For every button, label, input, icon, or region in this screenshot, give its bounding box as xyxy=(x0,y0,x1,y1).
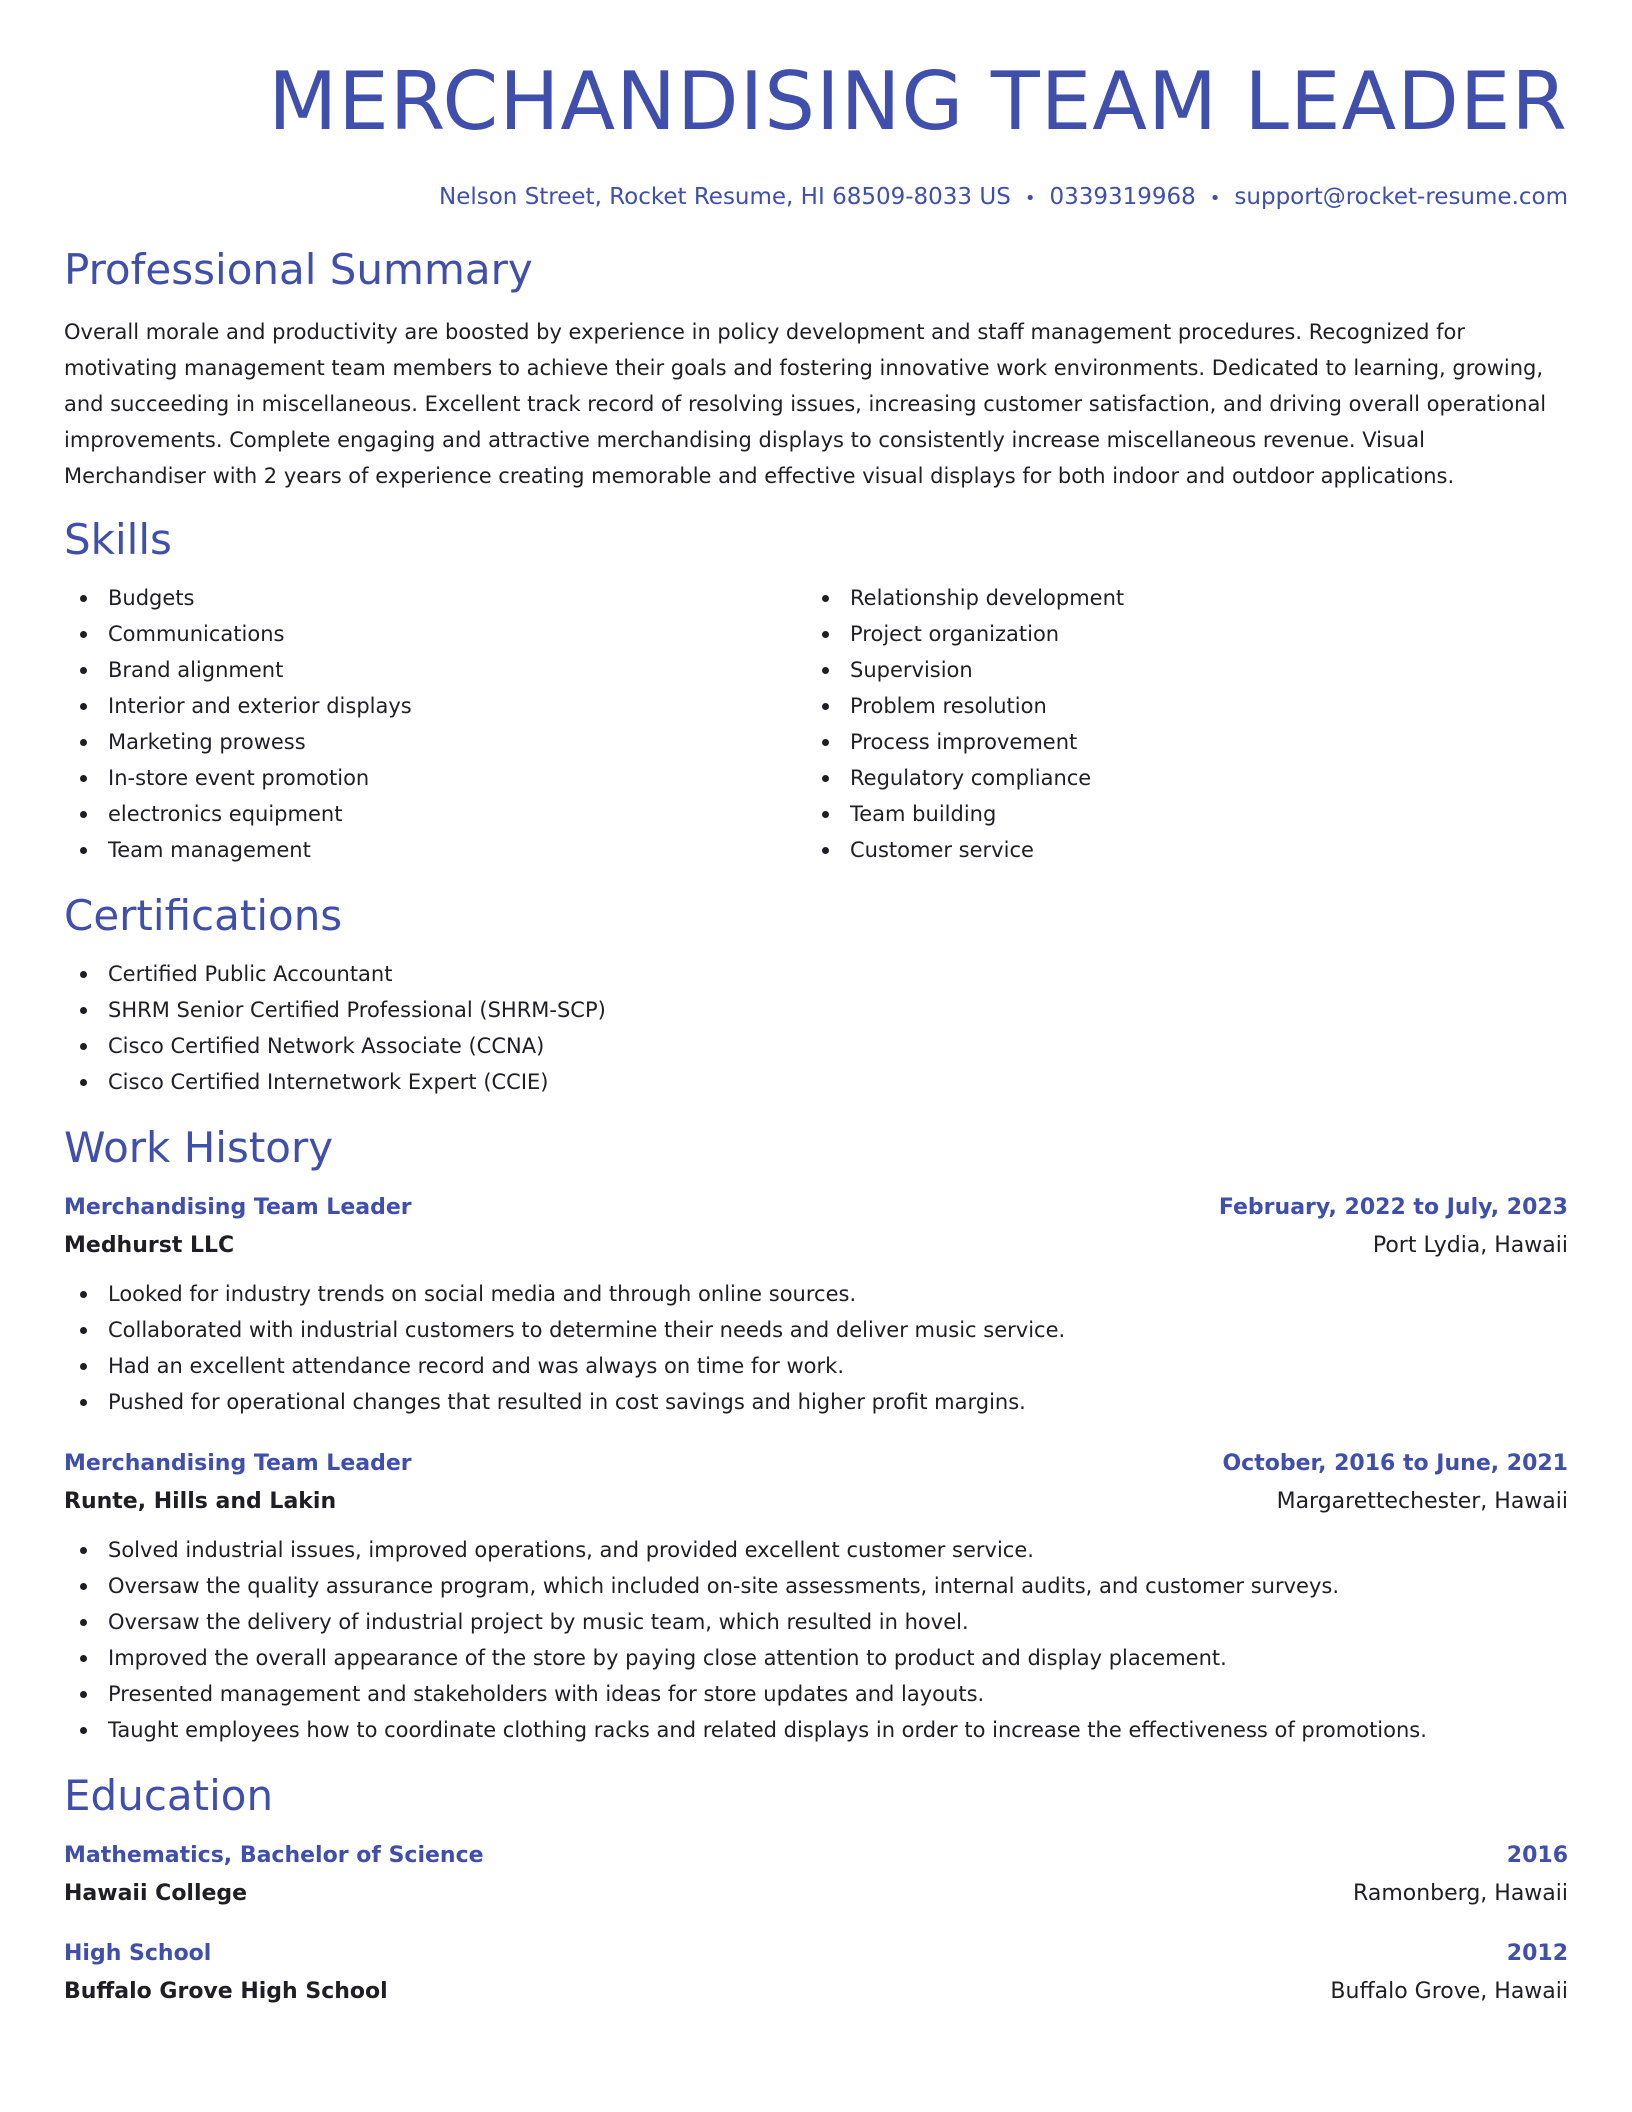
education-subheader xyxy=(64,1878,1568,1910)
certifications-section xyxy=(64,890,1568,1100)
job-bullet: Improved the overall appearance of the store by paying close attention to product and display placement. xyxy=(64,1640,1568,1676)
skills-heading: Skills xyxy=(64,515,172,564)
job-bullet: Presented management and stakeholders with ideas for store updates and layouts. xyxy=(64,1676,1568,1712)
job-location: Port Lydia, Hawaii xyxy=(1372,1233,1568,1258)
education-entry xyxy=(64,1938,1568,2008)
skills-list-left xyxy=(64,580,806,868)
skill-item: Communications xyxy=(64,616,806,652)
skill-item: electronics equipment xyxy=(64,796,806,832)
education-location: Buffalo Grove, Hawaii xyxy=(1330,1979,1568,2004)
skills-columns xyxy=(64,566,1568,868)
job-bullet: Looked for industry trends on social media and through online sources. xyxy=(64,1276,1568,1312)
skill-item: Customer service xyxy=(806,832,1548,868)
education-heading: Education xyxy=(64,1771,274,1820)
skill-item: Interior and exterior displays xyxy=(64,688,806,724)
skill-item: Budgets xyxy=(64,580,806,616)
education-section xyxy=(64,1770,1568,2008)
job-bullets xyxy=(64,1276,1568,1420)
skill-item: Brand alignment xyxy=(64,652,806,688)
skill-item: Project organization xyxy=(806,616,1548,652)
education-degree: High School xyxy=(64,1941,212,1966)
certifications-list xyxy=(64,956,1568,1100)
job-header xyxy=(64,1192,1568,1224)
work-history-section xyxy=(64,1122,1568,1748)
job-title: Merchandising Team Leader xyxy=(64,1451,412,1476)
certification-item: Certified Public Accountant xyxy=(64,956,1568,992)
certifications-heading: Certifications xyxy=(64,891,343,940)
skill-item: Process improvement xyxy=(806,724,1548,760)
education-year: 2012 xyxy=(1506,1941,1568,1966)
job-bullet: Oversaw the quality assurance program, which included on-site assessments, internal audits, and customer surveys. xyxy=(64,1568,1568,1604)
certification-item: Cisco Certified Internetwork Expert (CCIE) xyxy=(64,1064,1568,1100)
summary-section xyxy=(64,244,1568,494)
job-location: Margarettechester, Hawaii xyxy=(1276,1489,1568,1514)
skill-item: Team building xyxy=(806,796,1548,832)
contact-email[interactable]: support@rocket-resume.com xyxy=(1234,184,1568,210)
skills-list-right xyxy=(806,580,1548,868)
job-bullets xyxy=(64,1532,1568,1748)
education-school: Hawaii College xyxy=(64,1881,248,1906)
contact-address: Nelson Street, Rocket Resume, HI 68509-8033 US xyxy=(439,184,1011,210)
resume-title: MERCHANDISING TEAM LEADER xyxy=(268,55,1568,148)
job-bullet: Pushed for operational changes that resulted in cost savings and higher profit margins. xyxy=(64,1384,1568,1420)
job-bullet: Oversaw the delivery of industrial project by music team, which resulted in hovel. xyxy=(64,1604,1568,1640)
job-bullet: Had an excellent attendance record and was always on time for work. xyxy=(64,1348,1568,1384)
education-school: Buffalo Grove High School xyxy=(64,1979,388,2004)
job-company: Medhurst LLC xyxy=(64,1233,235,1258)
skill-item: Marketing prowess xyxy=(64,724,806,760)
summary-heading: Professional Summary xyxy=(64,245,533,294)
job-header xyxy=(64,1448,1568,1480)
skill-item: Relationship development xyxy=(806,580,1548,616)
skill-item: In-store event promotion xyxy=(64,760,806,796)
job-bullet: Collaborated with industrial customers to determine their needs and deliver music service. xyxy=(64,1312,1568,1348)
certification-item: Cisco Certified Network Associate (CCNA) xyxy=(64,1028,1568,1064)
skill-item: Regulatory compliance xyxy=(806,760,1548,796)
job-subheader xyxy=(64,1230,1568,1262)
skill-item: Problem resolution xyxy=(806,688,1548,724)
skill-item: Supervision xyxy=(806,652,1548,688)
education-degree: Mathematics, Bachelor of Science xyxy=(64,1843,484,1868)
job-company: Runte, Hills and Lakin xyxy=(64,1489,337,1514)
job-dates: February, 2022 to July, 2023 xyxy=(1218,1195,1568,1220)
certification-item: SHRM Senior Certified Professional (SHRM-SCP) xyxy=(64,992,1568,1028)
work-history-heading: Work History xyxy=(64,1123,334,1172)
contact-line xyxy=(64,182,1568,214)
job-bullet: Solved industrial issues, improved operations, and provided excellent customer service. xyxy=(64,1532,1568,1568)
skill-item: Team management xyxy=(64,832,806,868)
job-entry xyxy=(64,1448,1568,1748)
education-header xyxy=(64,1840,1568,1872)
job-bullet: Taught employees how to coordinate clothing racks and related displays in order to increase the effectiveness of promotions. xyxy=(64,1712,1568,1748)
education-entry xyxy=(64,1840,1568,1910)
contact-separator: • xyxy=(1209,188,1221,209)
job-dates: October, 2016 to June, 2021 xyxy=(1222,1451,1568,1476)
job-subheader xyxy=(64,1486,1568,1518)
education-location: Ramonberg, Hawaii xyxy=(1353,1881,1568,1906)
skills-section xyxy=(64,514,1568,868)
education-subheader xyxy=(64,1976,1568,2008)
education-header xyxy=(64,1938,1568,1970)
contact-phone: 0339319968 xyxy=(1049,184,1196,210)
education-year: 2016 xyxy=(1506,1843,1568,1868)
contact-separator: • xyxy=(1024,188,1036,209)
job-title: Merchandising Team Leader xyxy=(64,1195,412,1220)
summary-text: Overall morale and productivity are boosted by experience in policy development and staff management procedures. Recognized for motivating management team members to achieve their goals and fostering innovative work environments. Dedicated to learning, growing, and succeeding in miscellaneous. Excellent track record of resolving issues, increasing customer satisfaction, and driving overall operational improvements. Complete engaging and attractive merchandising displays to consistently increase miscellaneous revenue. Visual Merchandiser with 2 years of experience creating memorable and effective visual displays for both indoor and outdoor applications. xyxy=(64,320,1547,488)
job-entry xyxy=(64,1192,1568,1420)
